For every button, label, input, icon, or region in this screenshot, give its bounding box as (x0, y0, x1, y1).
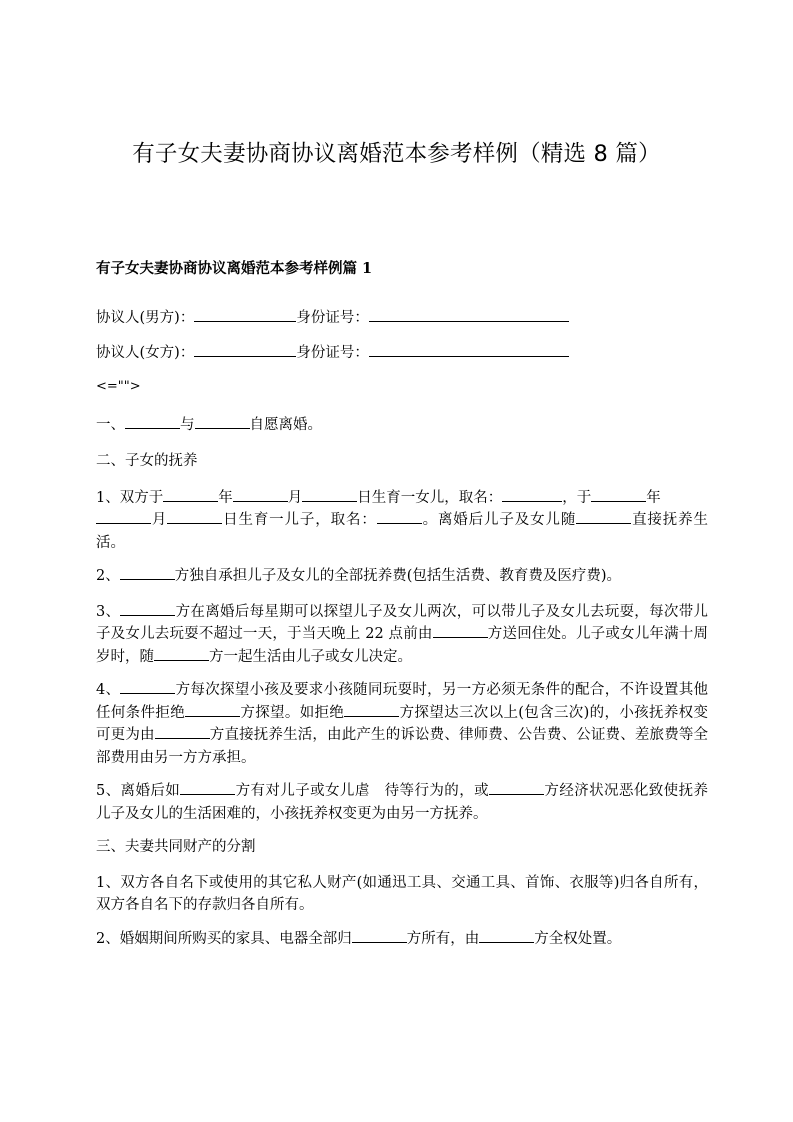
text-run: ，于 (562, 489, 592, 506)
heading-property: 三、夫妻共同财产的分割 (96, 839, 256, 855)
blank-field (489, 780, 544, 795)
text-run: 方所有，由 (406, 930, 480, 947)
text-run: 方送回住处。儿子或女儿年满十周岁时，随 (96, 626, 709, 665)
blank-field (163, 487, 218, 502)
blank-field (125, 414, 180, 429)
text-run: 4、 (96, 682, 121, 698)
party-female-label: 协议人(女方)： (96, 344, 195, 361)
blank-field (591, 487, 646, 502)
heading-custody: 二、子女的抚养 (96, 453, 198, 469)
text-run: 与 (180, 416, 195, 433)
blank-field (167, 509, 222, 524)
text-run: 日生育一女儿，取名： (357, 489, 503, 506)
text-run: 方直接抚养生活，由此产生的诉讼费、律师费、公告费、公证费、差旅费等全部费用由另一方方承担。 (96, 727, 709, 766)
text-run: 方独自承担儿子及女儿的全部抚养费(包括生活费、教育费及医疗费)。 (174, 568, 622, 584)
text-run: 2、 (96, 568, 120, 584)
text-run: 2、婚姻期间所购买的家具、电器全部归 (96, 930, 352, 947)
text-run: 月 (287, 489, 303, 506)
party-female-line (96, 342, 708, 365)
blank-field (120, 601, 175, 616)
blank-field (195, 414, 250, 429)
paragraph-2 (96, 565, 708, 588)
property-2 (96, 928, 708, 951)
id-label: 身份证号： (296, 344, 369, 361)
paragraph-1 (96, 487, 708, 555)
blank-field (233, 487, 288, 502)
text-run: 日生育一儿子，取名： (222, 512, 377, 528)
text-run: 5、离婚后如 (96, 783, 181, 799)
text-run: 方全权处置。 (534, 930, 622, 947)
paragraph-5 (96, 780, 708, 825)
document-body (96, 258, 708, 961)
text-run: 方探望达三次以上(包含三次)的，小孩抚养权变可更为由 (96, 704, 709, 743)
blank-field (302, 487, 357, 502)
blank-field (185, 702, 240, 717)
blank-field (155, 724, 210, 739)
blank-field (369, 342, 569, 357)
id-label: 身份证号： (296, 310, 369, 326)
blank-field (96, 509, 151, 524)
text-run: 3、 (96, 603, 121, 620)
blank-field (352, 928, 407, 943)
blank-field (377, 509, 422, 524)
text-run: 方在离婚后每星期可以探望儿子及女儿两次，可以带儿子及女儿去玩耍，每次带儿子及女儿去玩耍不超过一天，于当天晚上 22 点前由 (96, 603, 708, 642)
blank-field (576, 509, 631, 524)
text-run: 月 (151, 512, 168, 528)
text-run: 自愿离婚。 (249, 416, 322, 433)
text-run: 。离婚后儿子及女儿随 (421, 512, 577, 528)
text-run: 直接抚养生活。 (96, 512, 709, 551)
blank-field (369, 307, 569, 322)
blank-field (194, 342, 296, 357)
party-male-line (96, 307, 708, 330)
document-title: 有子女夫妻协商协议离婚范本参考样例（精选 8 篇） (132, 141, 661, 167)
item-1 (96, 414, 708, 437)
paragraph-4 (96, 679, 708, 769)
text-run: 年 (646, 489, 661, 506)
blank-field (479, 928, 534, 943)
blank-field (502, 487, 562, 502)
blank-field (433, 623, 488, 638)
text-run: 方经济状况恶化致使抚养儿子及女儿的生活困难的，小孩抚养权变更为由另一方抚养。 (96, 783, 708, 822)
text-run: 方有对儿子或女儿虐 待等行为的，或 (235, 783, 490, 799)
text-run: 1、双方于 (96, 489, 164, 506)
blank-field (180, 780, 235, 795)
blank-field (154, 646, 209, 661)
text-run: 方探望。如拒绝 (240, 704, 345, 721)
party-male-label: 协议人(男方)： (96, 310, 195, 326)
blank-field (194, 307, 296, 322)
blank-field (344, 702, 399, 717)
text-run: 年 (218, 489, 233, 506)
odd-line: <=""> (96, 379, 141, 394)
text-run: 方每次探望小孩及要求小孩随同玩耍时，另一方必须无条件的配合，不许设置其他任何条件拒绝 (96, 682, 708, 721)
blank-field (120, 679, 175, 694)
paragraph-3 (96, 601, 708, 669)
blank-field (120, 565, 175, 580)
section-title: 有子女夫妻协商协议离婚范本参考样例篇 1 (96, 260, 373, 277)
property-1: 1、双方各自名下或使用的其它私人财产(如通迅工具、交通工具、首饰、衣服等)归各自所有，双方各自名下的存款归各自所有。 (96, 874, 708, 913)
text-run: 一、 (96, 416, 125, 433)
text-run: 方一起生活由儿子或女儿决定。 (209, 648, 412, 665)
